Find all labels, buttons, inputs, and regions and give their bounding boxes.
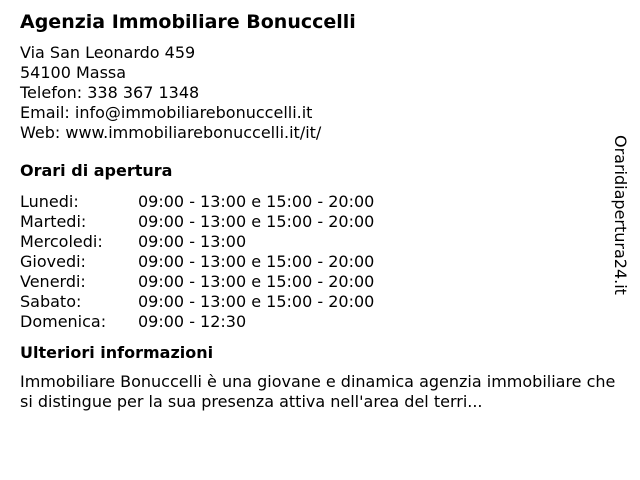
- hours-row-tuesday: [20, 212, 620, 232]
- hours-day: Venerdi:: [20, 272, 86, 291]
- hours-time: 09:00 - 13:00 e 15:00 - 20:00: [138, 252, 375, 271]
- phone-line: Telefon: 338 367 1348: [20, 83, 200, 102]
- hours-time: 09:00 - 13:00 e 15:00 - 20:00: [138, 292, 375, 311]
- contact-block: [20, 43, 620, 143]
- hours-row-saturday: [20, 292, 620, 312]
- hours-day: Lunedi:: [20, 192, 79, 211]
- email-line: Email: info@immobiliarebonuccelli.it: [20, 103, 313, 122]
- web-line: Web: www.immobiliarebonuccelli.it/it/: [20, 123, 322, 142]
- business-name: Agenzia Immobiliare Bonuccelli: [20, 11, 356, 33]
- hours-row-thursday: [20, 252, 620, 272]
- hours-row-wednesday: [20, 232, 620, 252]
- hours-day: Domenica:: [20, 312, 107, 331]
- hours-row-monday: [20, 192, 620, 212]
- hours-time: 09:00 - 13:00: [138, 232, 247, 251]
- hours-time: 09:00 - 13:00 e 15:00 - 20:00: [138, 192, 375, 211]
- hours-day: Giovedi:: [20, 252, 86, 271]
- hours-row-friday: [20, 272, 620, 292]
- hours-day: Sabato:: [20, 292, 82, 311]
- hours-day: Mercoledi:: [20, 232, 103, 251]
- hours-time: 09:00 - 13:00 e 15:00 - 20:00: [138, 272, 375, 291]
- site-watermark: Oraridiapertura24.it: [611, 135, 630, 295]
- hours-day: Martedi:: [20, 212, 87, 231]
- hours-time: 09:00 - 12:30: [138, 312, 247, 331]
- hours-heading: Orari di apertura: [20, 161, 173, 180]
- info-heading: Ulteriori informazioni: [20, 343, 214, 362]
- hours-row-sunday: [20, 312, 620, 332]
- business-card: [20, 10, 620, 412]
- hours-time: 09:00 - 13:00 e 15:00 - 20:00: [138, 212, 375, 231]
- address-city: 54100 Massa: [20, 63, 127, 82]
- business-description: Immobiliare Bonuccelli è una giovane e dinamica agenzia immobiliare che si distingue per la sua presenza attiva nell'area del terri...: [20, 372, 616, 411]
- address-street: Via San Leonardo 459: [20, 43, 196, 62]
- hours-table: [20, 192, 620, 332]
